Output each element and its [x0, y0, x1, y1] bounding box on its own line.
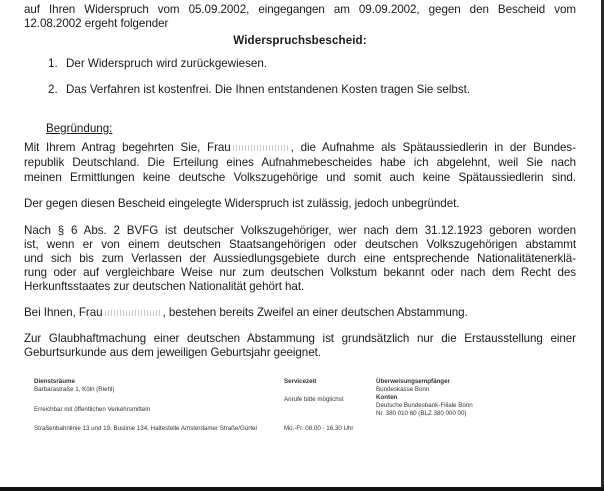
decision-text-1: Der Widerspruch wird zurückgewiesen.	[66, 57, 268, 70]
redacted-name	[105, 310, 161, 316]
footer-transit-note: Erreichbar mit öffentlichen Verkehrsmitteln	[34, 406, 151, 413]
footer-office-address: Barbarastraße 1, Köln (Riehl)	[34, 386, 115, 393]
footer-service-note: Anrufe bitte möglichst	[284, 396, 344, 403]
paragraph-4-before: Bei Ihnen, Frau	[24, 306, 103, 319]
intro-line-1: auf Ihren Widerspruch vom 05.09.2002, eingegangen am 09.09.2002, gegen den Bescheid vom	[24, 3, 576, 16]
footer-bank	[376, 378, 473, 418]
footer-bank-account: Nr. 380 010 60 (BLZ 380 000 00)	[376, 410, 467, 417]
paragraph-5-line-2: Geburtsurkunde aus dem jeweiligen Geburtsjahr geeignet.	[24, 346, 321, 359]
decision-title: Widerspruchsbescheid:	[233, 34, 367, 47]
paragraph-4-after: , bestehen bereits Zweifel an einer deutschen Abstammung.	[162, 306, 468, 319]
scan-edge-bottom	[0, 487, 604, 491]
paragraph-3-line-4: rung oder auf vergleichbare Weise nur zum deutschen Volkstum bekannt oder nach dem Recht des	[24, 266, 576, 279]
paragraph-1-line-1-before: Mit Ihrem Antrag begehrten Sie, Frau	[24, 141, 231, 154]
footer-office-heading: Dienstsräume	[34, 378, 75, 385]
paragraph-1-line-1-after: , die Aufnahme als Spätaussiedlerin in der Bundes-	[290, 141, 576, 154]
footer-accounts-heading: Konten	[376, 394, 398, 401]
paragraph-5-line-1: Zur Glaubhaftmachung einer deutschen Abstammung ist grundsätzlich nur die Erstausstellung einer	[24, 332, 576, 345]
paragraph-1-line-3: meinen Ermittlungen keine deutsche Volkszugehörige und somit auch keine Spätaussiedlerin sind.	[24, 171, 576, 184]
decision-text-2: Das Verfahren ist kostenfrei. Die Ihnen entstandenen Kosten tragen Sie selbst.	[66, 83, 471, 96]
intro-line-2: 12.08.2002 ergeht folgender	[24, 17, 169, 30]
footer-service-heading: Servicezeit	[284, 378, 317, 385]
reasons-heading: Begründung:	[46, 122, 113, 135]
paragraph-3-line-3: und sich bis zum Verlassen der Aussiedlungsgebiete durch eine entsprechende Nationalitätenerklä-	[24, 252, 576, 265]
paragraph-1-line-2: republik Deutschland. Die Erteilung eines Aufnahmebescheides habe ich abgelehnt, weil Sie nach	[24, 156, 576, 169]
redacted-name	[233, 145, 289, 151]
footer-transit-lines: Straßenbahnlinie 13 und 19, Buslinie 134, Haltestelle Amsterdamer Straße/Gürtel	[34, 425, 257, 432]
footer-office	[34, 378, 114, 394]
footer-bank-heading: Überweisungsempfänger	[376, 378, 450, 385]
footer-bank-name: Deutsche Bundesbank-Filiale Bonn	[376, 402, 473, 409]
paragraph-3-line-2: ist, wenn er von einem deutschen Staatsangehörigen oder deutschen Volkszugehörigen abstammt	[24, 238, 576, 251]
footer-service	[284, 378, 316, 386]
footer-service-hours: Mo.-Fr. 08.00 - 16.30 Uhr	[284, 425, 354, 432]
paragraph-4	[24, 306, 576, 320]
paragraph-2: Der gegen diesen Bescheid eingelegte Widerspruch ist zulässig, jedoch unbegründet.	[24, 197, 460, 210]
footer-bank-recipient: Bundeskasse Bonn	[376, 386, 430, 393]
paragraph-1-line-1	[24, 141, 576, 155]
decision-number-2: 2.	[48, 83, 58, 96]
decision-number-1: 1.	[48, 57, 58, 70]
paragraph-3-line-1: Nach § 6 Abs. 2 BVFG ist deutscher Volkszugehöriger, wer nach dem 31.12.1923 geboren worden	[24, 224, 576, 237]
paragraph-3-line-5: Herkunftsstaates zur deutschen Nationalität gehört hat.	[24, 280, 305, 293]
